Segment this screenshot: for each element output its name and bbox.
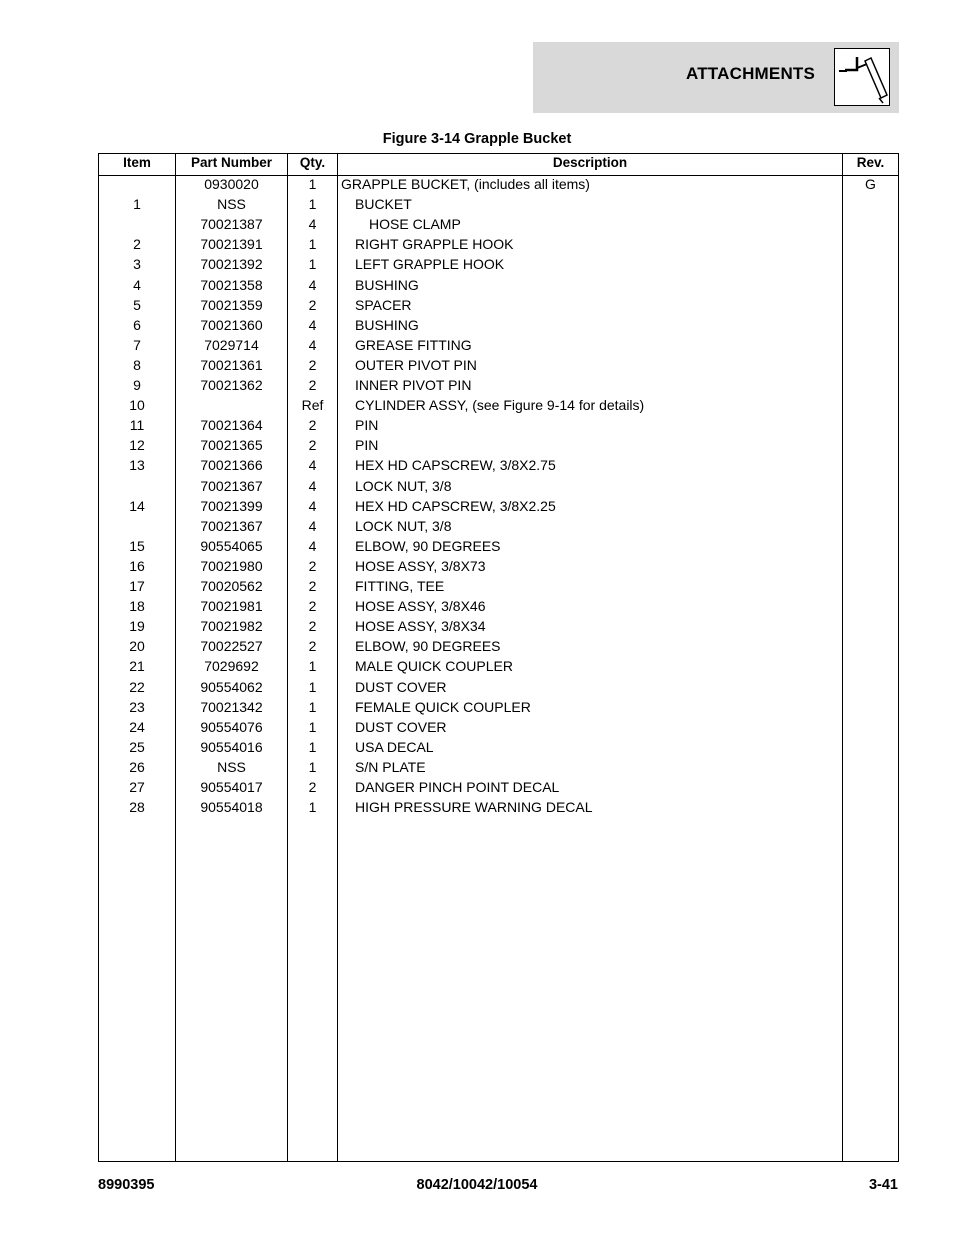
description-cell: HOSE ASSY, 3/8X34 — [355, 618, 486, 635]
part-number-cell: 90554076 — [200, 718, 263, 735]
part-number-cell: 70021392 — [200, 256, 263, 273]
column-header-item: Item — [123, 155, 151, 170]
table-row — [0, 518, 954, 538]
qty-cell: 1 — [308, 758, 317, 775]
qty-cell: 2 — [308, 296, 317, 313]
item-cell: 2 — [133, 236, 141, 253]
item-cell: 13 — [129, 457, 145, 474]
item-cell: 28 — [129, 799, 145, 816]
table-row — [0, 256, 954, 276]
description-cell: CYLINDER ASSY, (see Figure 9-14 for details) — [355, 397, 645, 414]
table-row — [0, 538, 954, 558]
description-cell: FEMALE QUICK COUPLER — [355, 698, 531, 715]
description-cell: GREASE FITTING — [355, 336, 472, 353]
qty-cell: Ref — [301, 397, 324, 414]
qty-cell: 4 — [308, 276, 317, 293]
table-row — [0, 236, 954, 256]
description-cell: HEX HD CAPSCREW, 3/8X2.75 — [355, 457, 556, 474]
item-cell: 26 — [129, 758, 145, 775]
qty-cell: 4 — [308, 537, 317, 554]
item-cell: 7 — [133, 336, 141, 353]
qty-cell: 4 — [308, 216, 317, 233]
description-cell: BUSHING — [355, 276, 419, 293]
qty-cell: 1 — [308, 196, 317, 213]
footer-page-number: 3-41 — [868, 1177, 898, 1193]
qty-cell: 1 — [308, 176, 317, 192]
table-row — [0, 799, 954, 819]
part-number-cell: 70021981 — [200, 598, 263, 615]
qty-cell: 2 — [308, 598, 317, 615]
part-number-cell: 70021387 — [200, 216, 263, 233]
item-cell: 25 — [129, 738, 145, 755]
part-number-cell: 70021399 — [200, 497, 263, 514]
part-number-cell: 70021364 — [200, 417, 263, 434]
description-cell: DUST COVER — [355, 718, 447, 735]
qty-cell: 2 — [308, 618, 317, 635]
item-cell: 9 — [133, 377, 141, 393]
item-cell: 23 — [129, 698, 145, 715]
description-cell: ELBOW, 90 DEGREES — [355, 638, 501, 655]
part-number-cell: 70021367 — [200, 477, 263, 494]
table-row — [0, 397, 954, 417]
item-cell: 20 — [129, 638, 145, 655]
table-row — [0, 578, 954, 598]
qty-cell: 1 — [308, 236, 317, 253]
item-cell: 18 — [129, 598, 145, 615]
table-row — [0, 377, 954, 397]
item-cell: 24 — [129, 718, 145, 735]
part-number-cell: 70021361 — [200, 356, 263, 373]
item-cell: 3 — [133, 256, 141, 273]
footer-doc-number: 8990395 — [98, 1177, 155, 1193]
description-cell: HIGH PRESSURE WARNING DECAL — [355, 799, 593, 816]
qty-cell: 2 — [308, 437, 317, 454]
qty-cell: 2 — [308, 356, 317, 373]
part-number-cell: 7029714 — [204, 336, 259, 353]
qty-cell: 1 — [308, 738, 317, 755]
part-number-cell: 90554065 — [200, 537, 263, 554]
qty-cell: 1 — [308, 718, 317, 735]
part-number-cell: 70022527 — [200, 638, 263, 655]
part-number-cell: 70021359 — [200, 296, 263, 313]
table-row — [0, 196, 954, 216]
table-row — [0, 558, 954, 578]
qty-cell: 4 — [308, 336, 317, 353]
description-cell: LEFT GRAPPLE HOOK — [355, 256, 505, 273]
table-row — [0, 658, 954, 678]
part-number-cell: NSS — [217, 196, 246, 213]
qty-cell: 4 — [308, 497, 317, 514]
part-number-cell: 70021391 — [200, 236, 263, 253]
table-row — [0, 719, 954, 739]
item-cell: 1 — [133, 196, 141, 213]
description-cell: HOSE CLAMP — [369, 216, 461, 233]
table-row — [0, 598, 954, 618]
description-cell: LOCK NUT, 3/8 — [355, 517, 452, 534]
part-number-cell: 70020562 — [200, 578, 263, 594]
column-header-part-number: Part Number — [190, 155, 273, 170]
item-cell: 5 — [133, 296, 141, 313]
description-cell: DANGER PINCH POINT DECAL — [355, 779, 560, 795]
item-cell: 19 — [129, 618, 145, 635]
description-cell: FITTING, TEE — [355, 578, 445, 594]
description-cell: GRAPPLE BUCKET, (includes all items) — [341, 176, 590, 192]
table-row — [0, 277, 954, 297]
column-header-rev: Rev. — [856, 155, 885, 170]
qty-cell: 2 — [308, 557, 317, 574]
description-cell: HOSE ASSY, 3/8X73 — [355, 557, 486, 574]
table-row — [0, 297, 954, 317]
item-cell: 12 — [129, 437, 145, 454]
part-number-cell: 70021358 — [200, 276, 263, 293]
qty-cell: 2 — [308, 779, 317, 795]
description-cell: SPACER — [355, 296, 412, 313]
part-number-cell: 90554016 — [200, 738, 263, 755]
description-cell: USA DECAL — [355, 738, 434, 755]
table-row — [0, 216, 954, 236]
column-header-qty: Qty. — [299, 155, 326, 170]
item-cell: 27 — [129, 779, 145, 795]
description-cell: LOCK NUT, 3/8 — [355, 477, 452, 494]
part-number-cell: 70021362 — [200, 377, 263, 393]
item-cell: 21 — [129, 658, 145, 675]
part-number-cell: 70021982 — [200, 618, 263, 635]
table-row — [0, 457, 954, 477]
table-row — [0, 317, 954, 337]
table-row — [0, 176, 954, 196]
table-row — [0, 759, 954, 779]
qty-cell: 2 — [308, 638, 317, 655]
description-cell: MALE QUICK COUPLER — [355, 658, 513, 675]
description-cell: HEX HD CAPSCREW, 3/8X2.25 — [355, 497, 556, 514]
item-cell: 6 — [133, 316, 141, 333]
qty-cell: 1 — [308, 799, 317, 816]
attachment-tool-icon — [834, 48, 890, 106]
footer-model-numbers: 8042/10042/10054 — [416, 1177, 538, 1193]
part-number-cell: 70021980 — [200, 557, 263, 574]
table-row — [0, 699, 954, 719]
part-number-cell: 7029692 — [204, 658, 259, 675]
qty-cell: 2 — [308, 377, 317, 393]
table-row — [0, 679, 954, 699]
figure-title: Figure 3-14 Grapple Bucket — [382, 131, 572, 147]
qty-cell: 4 — [308, 457, 317, 474]
item-cell: 15 — [129, 537, 145, 554]
qty-cell: 2 — [308, 578, 317, 594]
qty-cell: 4 — [308, 477, 317, 494]
table-row — [0, 337, 954, 357]
part-number-cell: 70021365 — [200, 437, 263, 454]
description-cell: HOSE ASSY, 3/8X46 — [355, 598, 486, 615]
qty-cell: 1 — [308, 698, 317, 715]
qty-cell: 4 — [308, 316, 317, 333]
description-cell: INNER PIVOT PIN — [355, 377, 472, 393]
part-number-cell: 70021360 — [200, 316, 263, 333]
qty-cell: 1 — [308, 256, 317, 273]
qty-cell: 1 — [308, 658, 317, 675]
description-cell: OUTER PIVOT PIN — [355, 356, 477, 373]
description-cell: S/N PLATE — [355, 758, 426, 775]
qty-cell: 4 — [308, 517, 317, 534]
table-row — [0, 437, 954, 457]
rev-cell: G — [865, 176, 876, 192]
section-title: ATTACHMENTS — [686, 64, 816, 83]
part-number-cell: 70021366 — [200, 457, 263, 474]
description-cell: PIN — [355, 417, 379, 434]
item-cell: 22 — [129, 678, 145, 695]
description-cell: DUST COVER — [355, 678, 447, 695]
description-cell: BUSHING — [355, 316, 419, 333]
item-cell: 11 — [129, 417, 145, 434]
item-cell: 4 — [133, 276, 141, 293]
table-row — [0, 357, 954, 377]
description-cell: ELBOW, 90 DEGREES — [355, 537, 501, 554]
table-row — [0, 417, 954, 437]
description-cell: BUCKET — [355, 196, 412, 213]
table-row — [0, 638, 954, 658]
table-row — [0, 498, 954, 518]
item-cell: 8 — [133, 356, 141, 373]
item-cell: 14 — [129, 497, 145, 514]
part-number-cell: 70021367 — [200, 517, 263, 534]
description-cell: PIN — [355, 437, 379, 454]
item-cell: 10 — [129, 397, 145, 414]
table-row — [0, 779, 954, 799]
qty-cell: 2 — [308, 417, 317, 434]
item-cell: 16 — [129, 557, 145, 574]
table-row — [0, 618, 954, 638]
part-number-cell: 70021342 — [200, 698, 263, 715]
description-cell: RIGHT GRAPPLE HOOK — [355, 236, 514, 253]
part-number-cell: 90554062 — [200, 678, 263, 695]
item-cell: 17 — [129, 578, 145, 594]
table-row — [0, 739, 954, 759]
column-header-description: Description — [552, 155, 628, 170]
part-number-cell: 90554017 — [200, 779, 263, 795]
qty-cell: 1 — [308, 678, 317, 695]
part-number-cell: NSS — [217, 758, 246, 775]
part-number-cell: 90554018 — [200, 799, 263, 816]
part-number-cell: 0930020 — [204, 176, 259, 192]
table-row — [0, 478, 954, 498]
